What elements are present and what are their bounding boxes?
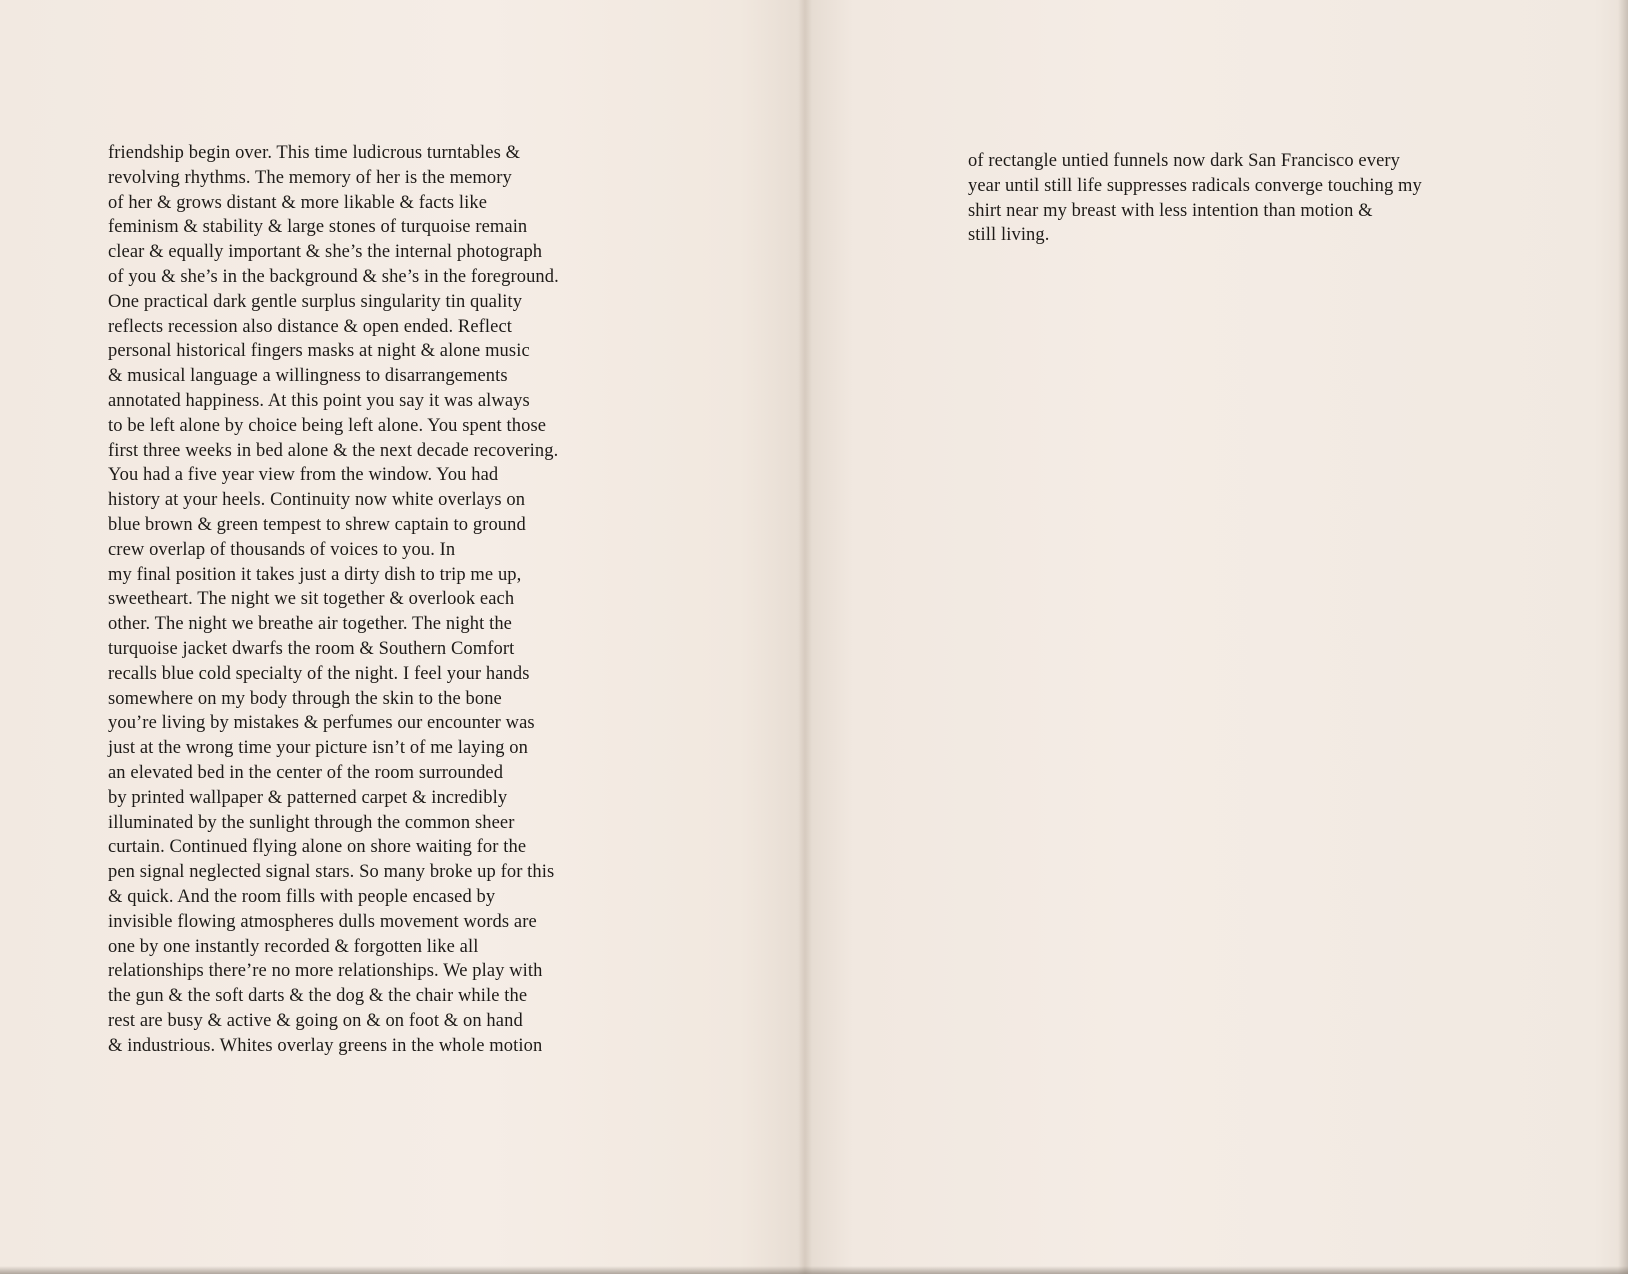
text-line: revolving rhythms. The memory of her is the memory [108,167,512,188]
text-line: friendship begin over. This time ludicrous turntables & [108,143,521,163]
text-line: personal historical fingers masks at night & alone music [108,341,530,362]
text-line: to be left alone by choice being left alone. You spent those [108,415,547,436]
text-line: recalls blue cold specialty of the night. I feel your hands [108,663,530,684]
text-line: clear & equally important & she’s the internal photograph [108,242,543,263]
text-line: one by one instantly recorded & forgotten like all [108,936,479,957]
text-line: the gun & the soft darts & the dog & the chair while the [108,986,528,1007]
text-line: by printed wallpaper & patterned carpet & incredibly [108,787,508,808]
text-line: & musical language a willingness to disarrangements [108,366,508,387]
text-line: shirt near my breast with less intention than motion & [968,200,1373,221]
text-line: of you & she’s in the background & she’s in the foreground. [108,266,559,287]
text-line: first three weeks in bed alone & the next decade recovering. [108,440,559,461]
text-line: blue brown & green tempest to shrew captain to ground [108,514,526,535]
text-line: feminism & stability & large stones of turquoise remain [108,217,528,238]
text-line: reflects recession also distance & open ended. Reflect [108,316,513,337]
text-line: other. The night we breathe air together. The night the [108,614,512,635]
text-line: curtain. Continued flying alone on shore waiting for the [108,837,527,858]
text-line: pen signal neglected signal stars. So many broke up for this [108,862,555,883]
text-line: illuminated by the sunlight through the common sheer [108,812,515,833]
text-line: & industrious. Whites overlay greens in the whole motion [108,1035,543,1056]
page-edge-right [1618,0,1628,1274]
text-line: an elevated bed in the center of the room surrounded [108,762,504,783]
text-line: invisible flowing atmospheres dulls movement words are [108,911,537,932]
text-line: rest are busy & active & going on & on foot & on hand [108,1010,523,1031]
text-line: my final position it takes just a dirty dish to trip me up, [108,564,522,585]
left-page-text [108,141,559,1058]
text-line: relationships there’re no more relationships. We play with [108,961,543,982]
text-line: crew overlap of thousands of voices to you. In [108,539,456,560]
text-line: annotated happiness. At this point you say it was always [108,390,530,411]
text-line: somewhere on my body through the skin to the bone [108,688,502,709]
text-line: of her & grows distant & more likable & facts like [108,192,488,213]
text-line: One practical dark gentle surplus singularity tin quality [108,291,523,312]
text-line: still living. [968,225,1050,246]
left-page [0,0,804,1274]
text-line: history at your heels. Continuity now white overlays on [108,490,526,511]
text-line: of rectangle untied funnels now dark San Francisco every [968,151,1400,171]
book-gutter [798,0,812,1274]
text-line: sweetheart. The night we sit together & overlook each [108,589,515,610]
text-line: year until still life suppresses radicals converge touching my [968,175,1422,196]
page-edge-bottom [0,1266,1628,1274]
text-line: just at the wrong time your picture isn’t of me laying on [108,738,528,759]
text-line: you’re living by mistakes & perfumes our encounter was [108,713,535,734]
text-line: You had a five year view from the window. You had [108,465,499,486]
text-line: turquoise jacket dwarfs the room & Southern Comfort [108,638,515,659]
text-line: & quick. And the room fills with people encased by [108,886,496,907]
right-page-text [968,149,1422,248]
